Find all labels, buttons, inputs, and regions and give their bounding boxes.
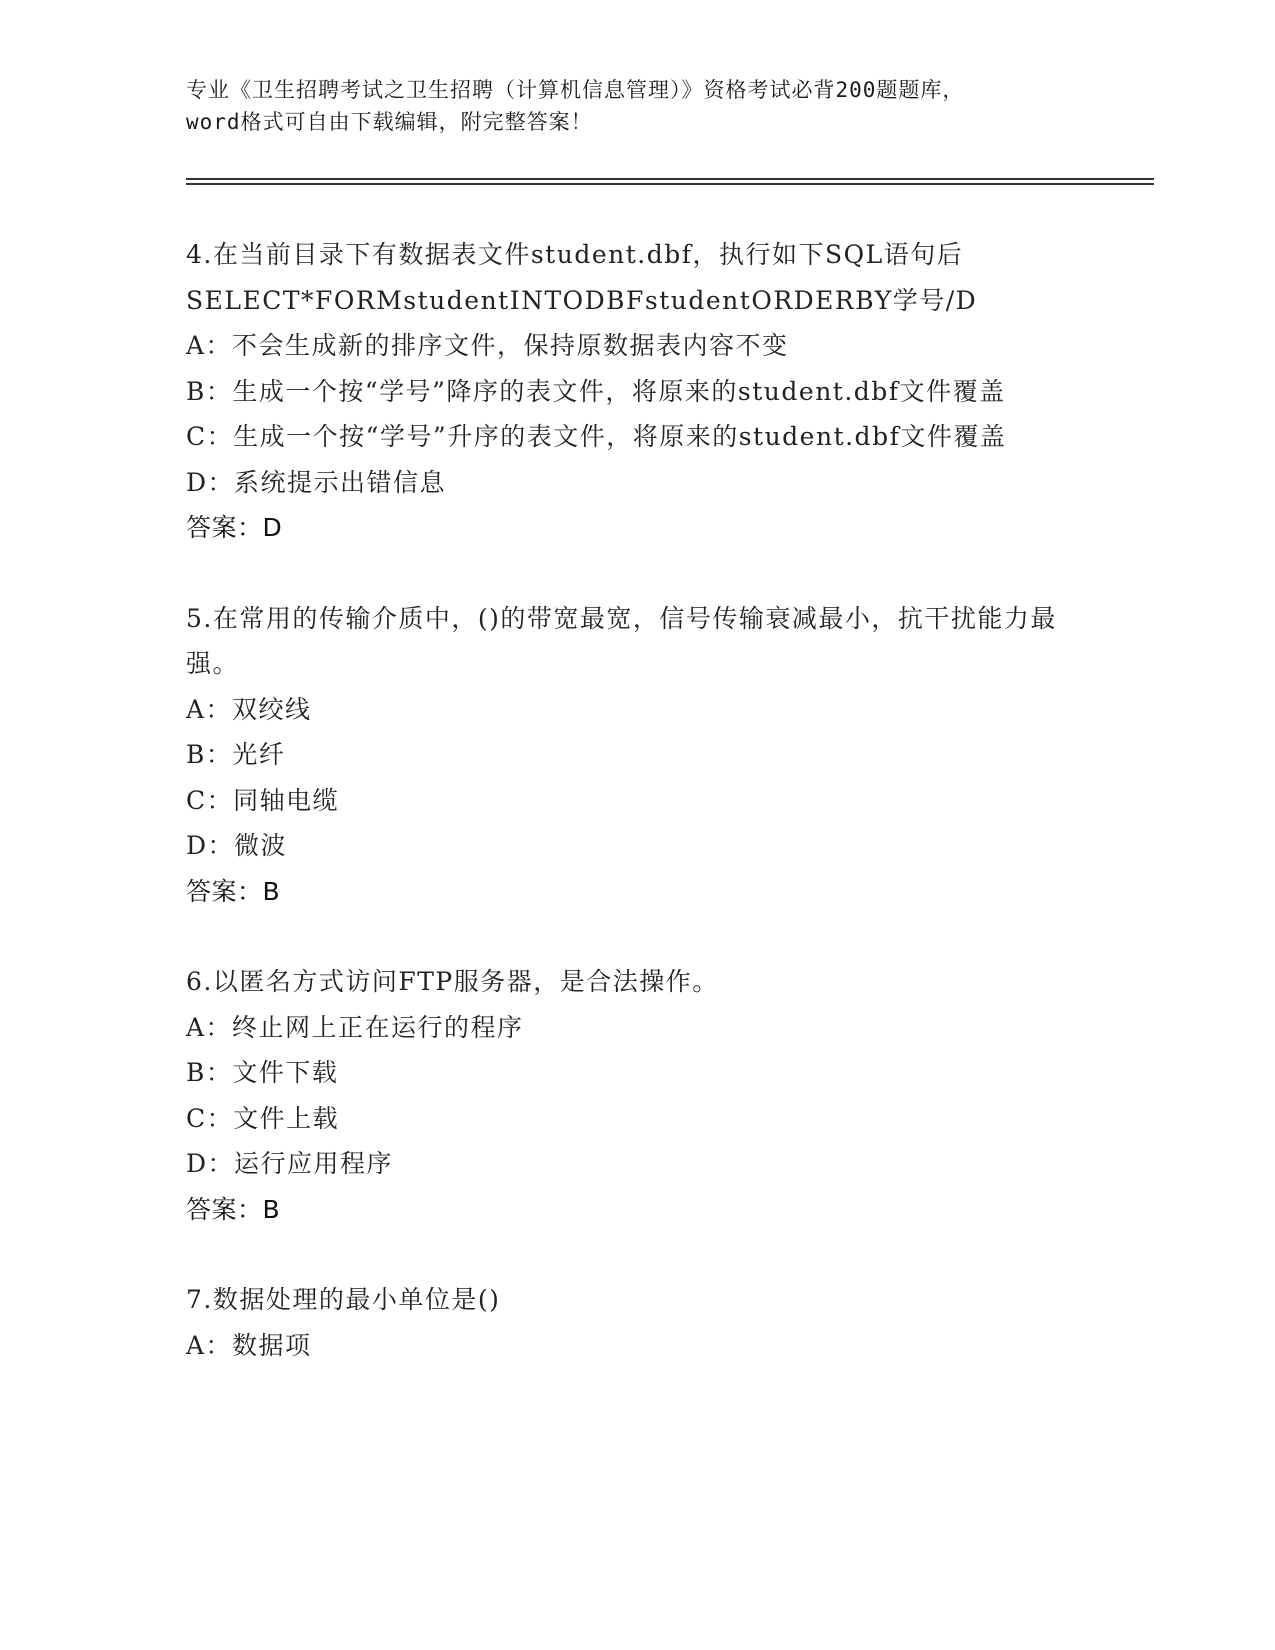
- question-7: [186, 1277, 1086, 1368]
- option-d: D：微波: [186, 831, 288, 860]
- option-c: C：文件上载: [186, 1103, 340, 1133]
- question-4: [186, 232, 1086, 551]
- header-line-1: 专业《卫生招聘考试之卫生招聘（计算机信息管理）》资格考试必背200题题库，: [186, 78, 965, 102]
- question-stem-continued: SELECT*FORMstudentINTODBFstudentORDERBY学号/D: [186, 285, 978, 315]
- question-stem: 6.以匿名方式访问FTP服务器，是合法操作。: [186, 967, 719, 996]
- answer-label: 答案：B: [186, 876, 281, 906]
- option-a: A：双绞线: [186, 694, 312, 724]
- option-b: B：生成一个按“学号”降序的表文件，将原来的student.dbf文件覆盖: [186, 376, 1006, 406]
- question-stem: 5.在常用的传输介质中，()的带宽最宽，信号传输衰减最小，抗干扰能力最强。: [186, 603, 1057, 678]
- question-6: [186, 959, 1086, 1232]
- option-d: D：运行应用程序: [186, 1149, 394, 1178]
- question-stem: 4.在当前目录下有数据表文件student.dbf，执行如下SQL语句后: [186, 240, 964, 269]
- option-b: B：文件下载: [186, 1058, 339, 1087]
- question-stem: 7.数据处理的最小单位是(): [186, 1285, 501, 1314]
- question-5: [186, 596, 1086, 915]
- answer-label: 答案：D: [186, 513, 283, 542]
- option-a: A：终止网上正在运行的程序: [186, 1012, 524, 1042]
- document-header: [186, 74, 1106, 138]
- answer-label: 答案：B: [186, 1194, 281, 1224]
- option-d: D：系统提示出错信息: [186, 467, 447, 497]
- option-a: A：不会生成新的排序文件，保持原数据表内容不变: [186, 331, 789, 360]
- header-divider-bottom: [186, 183, 1154, 185]
- header-line-2: word格式可自由下载编辑，附完整答案！: [186, 110, 593, 134]
- option-c: C：同轴电缆: [186, 785, 340, 815]
- option-c: C：生成一个按“学号”升序的表文件，将原来的student.dbf文件覆盖: [186, 422, 1007, 451]
- question-list: [186, 232, 1086, 1413]
- option-b: B：光纤: [186, 740, 286, 769]
- option-a: A：数据项: [186, 1330, 312, 1360]
- header-divider-top: [186, 178, 1154, 180]
